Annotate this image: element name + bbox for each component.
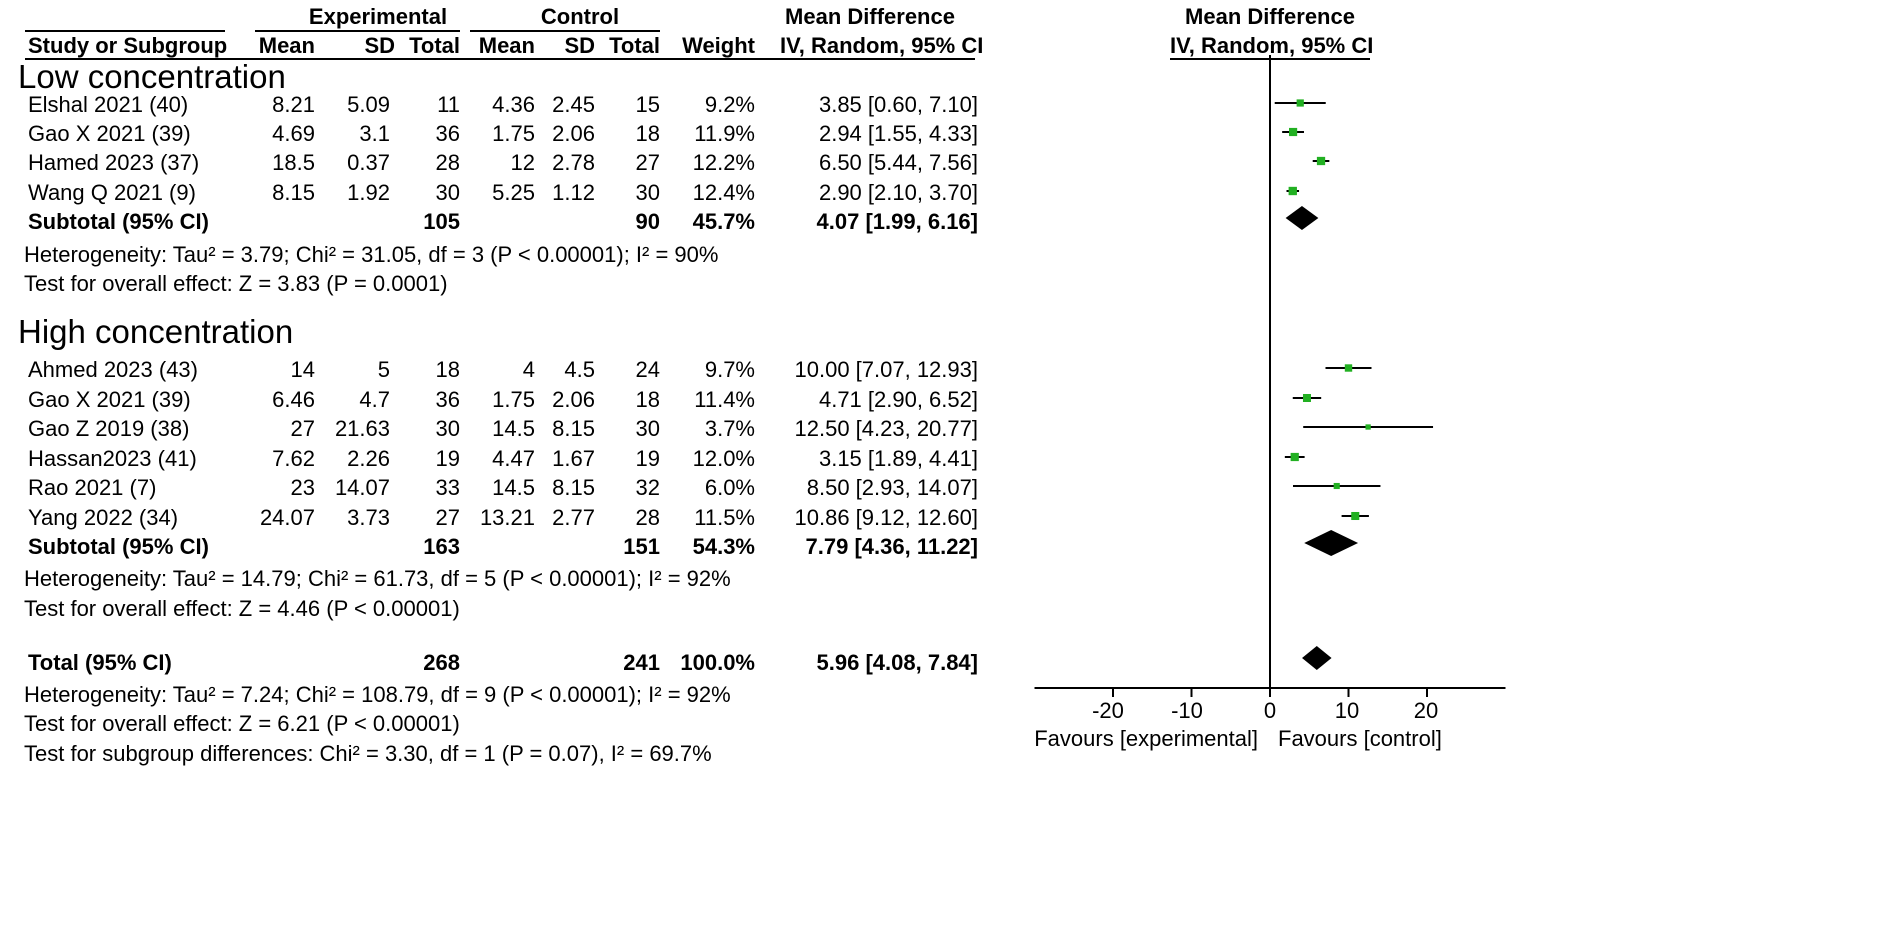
- exp-mean: 8.21: [272, 92, 315, 117]
- total-ctl-total: 241: [623, 650, 660, 675]
- effect-marker: [1317, 157, 1325, 165]
- ci-value: 3.15 [1.89, 4.41]: [818, 446, 978, 471]
- exp-sd: 1.92: [347, 180, 390, 205]
- ctl-total: 32: [635, 475, 660, 500]
- exp-total: 19: [435, 446, 460, 471]
- ctl-total: 24: [635, 357, 660, 382]
- exp-total: 33: [435, 475, 460, 500]
- weight: 6.0%: [704, 475, 755, 500]
- weight: 11.4%: [694, 387, 755, 412]
- subtotal-label: Subtotal (95% CI): [28, 534, 209, 559]
- subtotal-label: Subtotal (95% CI): [28, 209, 209, 234]
- total-exp-total: 268: [423, 650, 460, 675]
- total-diamond: [1302, 646, 1332, 670]
- group-title-low: Low concentration: [18, 58, 286, 95]
- ctl-mean: 4: [522, 357, 535, 382]
- x-tick-label: 20: [1413, 698, 1439, 723]
- exp-total: 30: [435, 180, 460, 205]
- exp-mean: 14: [290, 357, 315, 382]
- ci-value: 2.90 [2.10, 3.70]: [818, 180, 978, 205]
- ctl-sd: 1.12: [552, 180, 595, 205]
- ci-value: 10.00 [7.07, 12.93]: [794, 357, 978, 382]
- effect-marker: [1334, 483, 1340, 489]
- effect-marker: [1345, 364, 1352, 371]
- ci-value: 4.71 [2.90, 6.52]: [818, 387, 978, 412]
- exp-sd-header: SD: [364, 33, 395, 58]
- exp-sd: 2.26: [347, 446, 390, 471]
- ctl-mean: 13.21: [479, 505, 535, 530]
- experimental-group-header: Experimental: [308, 4, 448, 29]
- x-tick-label: 0: [1263, 698, 1277, 723]
- ctl-total: 19: [635, 446, 660, 471]
- exp-mean: 6.46: [272, 387, 315, 412]
- exp-total: 11: [437, 92, 460, 117]
- exp-total: 36: [435, 387, 460, 412]
- ci-value: 3.85 [0.60, 7.10]: [818, 92, 978, 117]
- ctl-sd: 8.15: [552, 416, 595, 441]
- weight: 9.2%: [704, 92, 755, 117]
- study-col-header: Study or Subgroup: [28, 33, 228, 58]
- exp-sd: 5.09: [347, 92, 390, 117]
- exp-sd: 14.07: [334, 475, 390, 500]
- ctl-sd: 2.06: [552, 387, 595, 412]
- subtotal-exp-total: 105: [423, 209, 460, 234]
- exp-sd: 3.1: [359, 121, 390, 146]
- total-heterogeneity-text: Heterogeneity: Tau² = 7.24; Chi² = 108.79, df = 9 (P < 0.00001); I² = 92%: [24, 682, 731, 707]
- total-overall-effect-text: Test for overall effect: Z = 6.21 (P < 0.00001): [24, 711, 460, 736]
- x-tick-label: -10: [1171, 698, 1203, 723]
- ctl-total-header: Total: [609, 33, 660, 58]
- subtotal-diamond: [1304, 530, 1358, 556]
- study-name: Hamed 2023 (37): [28, 150, 200, 175]
- effect-marker: [1351, 512, 1359, 520]
- ctl-mean: 5.25: [492, 180, 535, 205]
- study-name: Gao X 2021 (39): [28, 387, 191, 412]
- heterogeneity-text: Heterogeneity: Tau² = 14.79; Chi² = 61.73, df = 5 (P < 0.00001); I² = 92%: [24, 566, 731, 591]
- study-name: Hassan2023 (41): [28, 446, 197, 471]
- exp-mean: 4.69: [272, 121, 315, 146]
- weight-header: Weight: [682, 33, 755, 58]
- exp-mean: 27: [290, 416, 315, 441]
- exp-sd: 4.7: [359, 387, 390, 412]
- ctl-sd: 2.77: [552, 505, 595, 530]
- study-name: Rao 2021 (7): [28, 475, 157, 500]
- ctl-total: 27: [635, 150, 660, 175]
- x-tick-label: 10: [1334, 698, 1360, 723]
- exp-sd: 21.63: [334, 416, 390, 441]
- ci-plot-header: IV, Random, 95% CI: [1170, 33, 1374, 58]
- ctl-mean: 4.47: [492, 446, 535, 471]
- exp-mean: 8.15: [272, 180, 315, 205]
- ctl-sd: 2.78: [552, 150, 595, 175]
- heterogeneity-text: Heterogeneity: Tau² = 3.79; Chi² = 31.05, df = 3 (P < 0.00001); I² = 90%: [24, 242, 719, 267]
- ctl-mean: 12: [510, 150, 535, 175]
- effect-marker: [1297, 99, 1304, 106]
- ci-value: 2.94 [1.55, 4.33]: [818, 121, 978, 146]
- total-ci: 5.96 [4.08, 7.84]: [816, 650, 978, 675]
- ctl-total: 15: [635, 92, 660, 117]
- exp-total: 28: [435, 150, 460, 175]
- exp-total: 36: [435, 121, 460, 146]
- subtotal-diamond: [1286, 206, 1319, 230]
- exp-mean: 24.07: [259, 505, 315, 530]
- ctl-mean: 14.5: [492, 416, 535, 441]
- subtotal-exp-total: 163: [423, 534, 460, 559]
- exp-total: 27: [435, 505, 460, 530]
- exp-mean: 7.62: [272, 446, 315, 471]
- effect-marker: [1289, 187, 1297, 195]
- exp-total: 30: [435, 416, 460, 441]
- x-tick-label: -20: [1092, 698, 1124, 723]
- ctl-total: 28: [635, 505, 660, 530]
- exp-sd: 3.73: [347, 505, 390, 530]
- ci-value: 8.50 [2.93, 14.07]: [806, 475, 978, 500]
- md-plot-header: Mean Difference: [1185, 4, 1355, 29]
- md-table-header: Mean Difference: [785, 4, 955, 29]
- effect-marker: [1289, 128, 1297, 136]
- exp-mean: 18.5: [272, 150, 315, 175]
- ctl-total: 30: [635, 416, 660, 441]
- ci-value: 10.86 [9.12, 12.60]: [794, 505, 978, 530]
- ctl-sd: 1.67: [552, 446, 595, 471]
- ctl-total: 18: [635, 121, 660, 146]
- group-title-high: High concentration: [18, 313, 294, 350]
- exp-sd: 0.37: [347, 150, 390, 175]
- effect-marker: [1365, 424, 1370, 429]
- total-label: Total (95% CI): [28, 650, 172, 675]
- favours-experimental-label: Favours [experimental]: [1034, 726, 1258, 751]
- study-name: Gao X 2021 (39): [28, 121, 191, 146]
- weight: 12.4%: [692, 180, 755, 205]
- ci-value: 12.50 [4.23, 20.77]: [794, 416, 978, 441]
- exp-mean: 23: [290, 475, 315, 500]
- exp-mean-header: Mean: [258, 33, 315, 58]
- favours-control-label: Favours [control]: [1278, 726, 1442, 751]
- exp-total-header: Total: [409, 33, 460, 58]
- effect-marker: [1291, 453, 1299, 461]
- weight: 3.7%: [704, 416, 755, 441]
- ctl-sd: 2.45: [552, 92, 595, 117]
- study-name: Elshal 2021 (40): [28, 92, 189, 117]
- ctl-sd: 2.06: [552, 121, 595, 146]
- weight: 12.2%: [692, 150, 755, 175]
- weight: 11.9%: [694, 121, 755, 146]
- overall-effect-text: Test for overall effect: Z = 3.83 (P = 0.0001): [24, 271, 448, 296]
- ci-table-header: IV, Random, 95% CI: [780, 33, 984, 58]
- ctl-mean: 1.75: [492, 387, 535, 412]
- ctl-mean: 4.36: [492, 92, 535, 117]
- ctl-mean: 14.5: [492, 475, 535, 500]
- study-name: Ahmed 2023 (43): [28, 357, 198, 382]
- ctl-sd-header: SD: [564, 33, 595, 58]
- subtotal-ci: 7.79 [4.36, 11.22]: [805, 534, 978, 559]
- ctl-sd: 8.15: [552, 475, 595, 500]
- subgroup-differences-text: Test for subgroup differences: Chi² = 3.30, df = 1 (P = 0.07), I² = 69.7%: [24, 741, 712, 766]
- study-name: Gao Z 2019 (38): [28, 416, 190, 441]
- subtotal-weight: 45.7%: [692, 209, 755, 234]
- exp-sd: 5: [377, 357, 390, 382]
- subtotal-ci: 4.07 [1.99, 6.16]: [816, 209, 978, 234]
- study-name: Yang 2022 (34): [28, 505, 179, 530]
- weight: 11.5%: [694, 505, 755, 530]
- study-name: Wang Q 2021 (9): [28, 180, 196, 205]
- subtotal-ctl-total: 151: [623, 534, 660, 559]
- ctl-sd: 4.5: [564, 357, 595, 382]
- overall-effect-text: Test for overall effect: Z = 4.46 (P < 0.00001): [24, 596, 460, 621]
- ci-value: 6.50 [5.44, 7.56]: [818, 150, 978, 175]
- ctl-total: 18: [635, 387, 660, 412]
- weight: 9.7%: [704, 357, 755, 382]
- subtotal-ctl-total: 90: [635, 209, 660, 234]
- total-weight: 100.0%: [680, 650, 755, 675]
- ctl-mean-header: Mean: [478, 33, 535, 58]
- effect-marker: [1303, 394, 1311, 402]
- weight: 12.0%: [692, 446, 755, 471]
- ctl-total: 30: [635, 180, 660, 205]
- ctl-mean: 1.75: [492, 121, 535, 146]
- subtotal-weight: 54.3%: [692, 534, 755, 559]
- exp-total: 18: [435, 357, 460, 382]
- control-group-header: Control: [540, 4, 620, 29]
